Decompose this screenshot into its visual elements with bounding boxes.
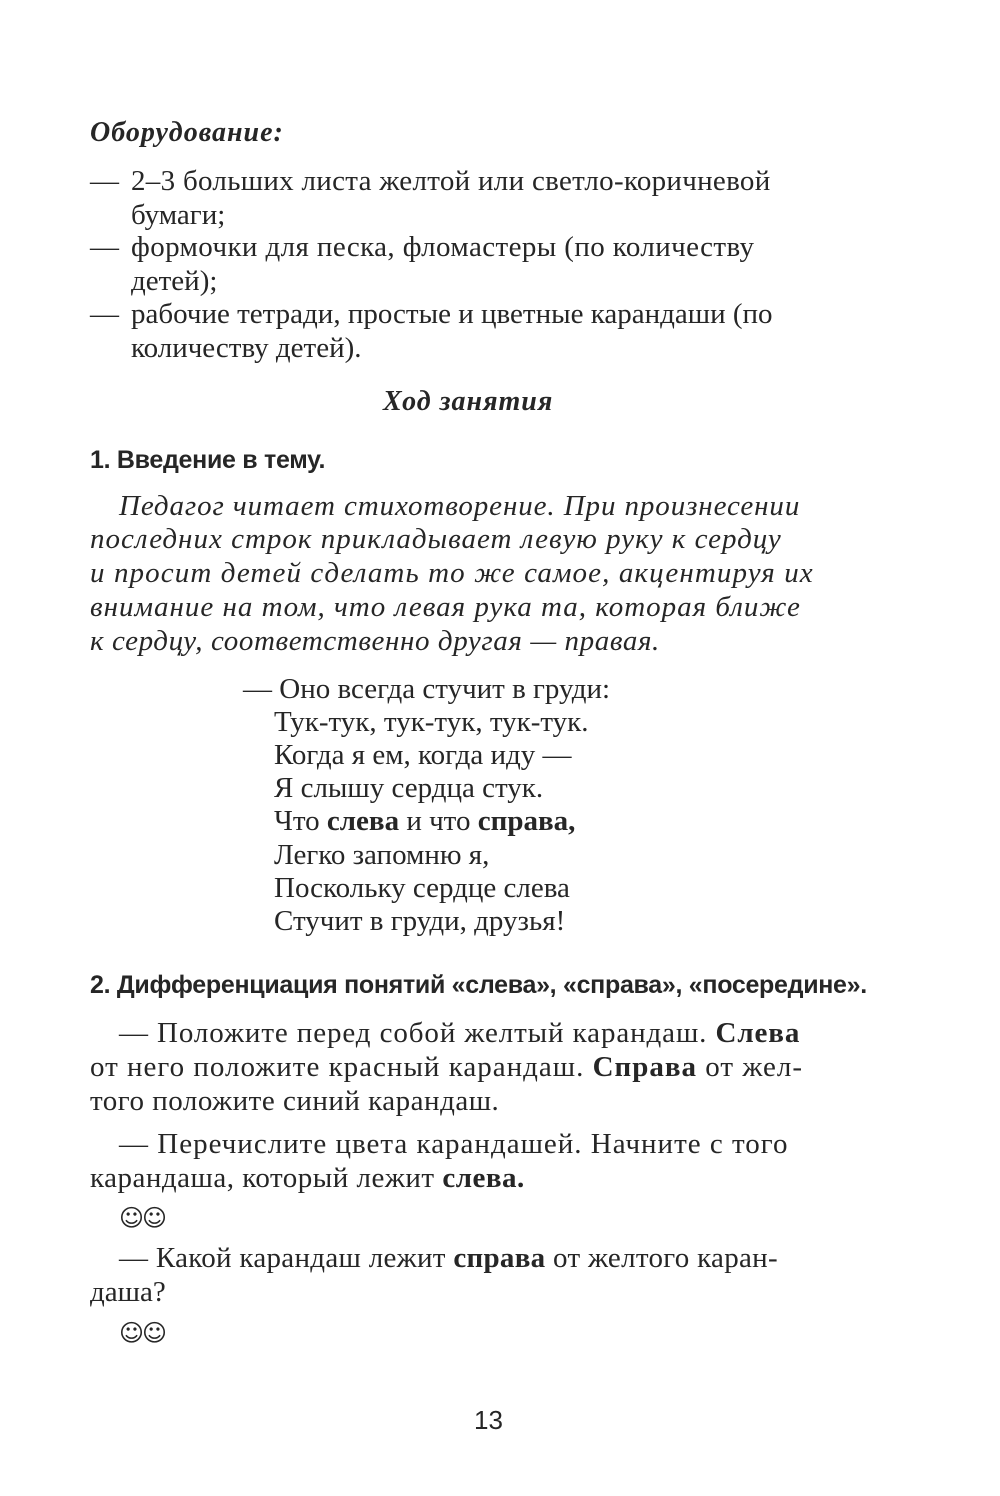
page-number: 13	[474, 1405, 503, 1435]
text: — Положите перед собой желтый карандаш.	[119, 1017, 716, 1049]
list-dash: —	[90, 298, 119, 330]
paragraph-line: — Перечислите цвета карандашей. Начните с того	[119, 1128, 789, 1160]
instruction-line: внимание на том, что левая рука та, которая ближе	[90, 591, 801, 623]
bold-word: Справа	[592, 1051, 698, 1083]
paragraph-line	[90, 1050, 803, 1084]
instruction-line: последних строк прикладывает левую руку к сердцу	[90, 523, 782, 555]
instruction-line: и просит детей сделать то же самое, акцентируя их	[90, 557, 814, 589]
paragraph-line	[90, 1161, 525, 1195]
poem-line: — Оно всегда стучит в груди:	[243, 673, 611, 705]
bold-word: справа	[453, 1242, 546, 1274]
lesson-title: Ход занятия	[383, 386, 554, 417]
bold-word: Слева	[715, 1017, 801, 1049]
paragraph-line: даша?	[90, 1276, 166, 1308]
equipment-item-line: количеству детей).	[131, 332, 362, 364]
poem-line: Поскольку сердце слева	[274, 872, 570, 904]
text: от жел-	[697, 1051, 803, 1083]
poem-line: Когда я ем, когда иду —	[274, 739, 572, 771]
smiley-faces-icon: ☺☺	[119, 1204, 166, 1232]
equipment-item-line: 2–3 больших листа желтой или светло-коричневой	[131, 165, 771, 197]
text: от желтого каран-	[545, 1242, 778, 1274]
list-dash: —	[90, 231, 119, 263]
equipment-title: Оборудование:	[90, 117, 284, 148]
equipment-item-line: бумаги;	[131, 199, 226, 231]
bold-period: .	[517, 1162, 525, 1194]
poem-line: Стучит в груди, друзья!	[274, 905, 566, 937]
bold-comma: ,	[568, 805, 576, 837]
equipment-item-line: детей);	[131, 265, 218, 297]
text: Что	[274, 805, 327, 837]
paragraph-line: того положите синий карандаш.	[90, 1085, 500, 1117]
smiley-faces-icon: ☺☺	[119, 1319, 166, 1347]
list-dash: —	[90, 165, 119, 197]
poem-line: Тук-тук, тук-тук, тук-тук.	[274, 706, 589, 738]
text: от него положите красный карандаш.	[90, 1051, 593, 1083]
bold-word: справа	[477, 805, 569, 837]
poem-line	[274, 804, 575, 838]
equipment-item-line: формочки для песка, фломастеры (по количеству	[131, 231, 755, 263]
instruction-line: к сердцу, соответственно другая — правая.	[90, 625, 660, 657]
bold-word: слева	[442, 1162, 518, 1194]
equipment-item-line: рабочие тетради, простые и цветные карандаши (по	[131, 298, 773, 330]
paragraph-line	[119, 1016, 800, 1050]
poem-line: Легко запомню я,	[274, 839, 490, 871]
text: и что	[399, 805, 478, 837]
paragraph-line	[119, 1241, 778, 1275]
bold-word: слева	[326, 805, 400, 837]
instruction-line: Педагог читает стихотворение. При произнесении	[119, 490, 801, 522]
text: карандаша, который лежит	[90, 1162, 443, 1194]
section1-heading: 1. Введение в тему.	[90, 446, 326, 474]
text: — Какой карандаш лежит	[119, 1242, 454, 1274]
poem-line: Я слышу сердца стук.	[274, 772, 544, 804]
section2-heading: 2. Дифференциация понятий «слева», «справа», «посередине».	[90, 971, 867, 999]
